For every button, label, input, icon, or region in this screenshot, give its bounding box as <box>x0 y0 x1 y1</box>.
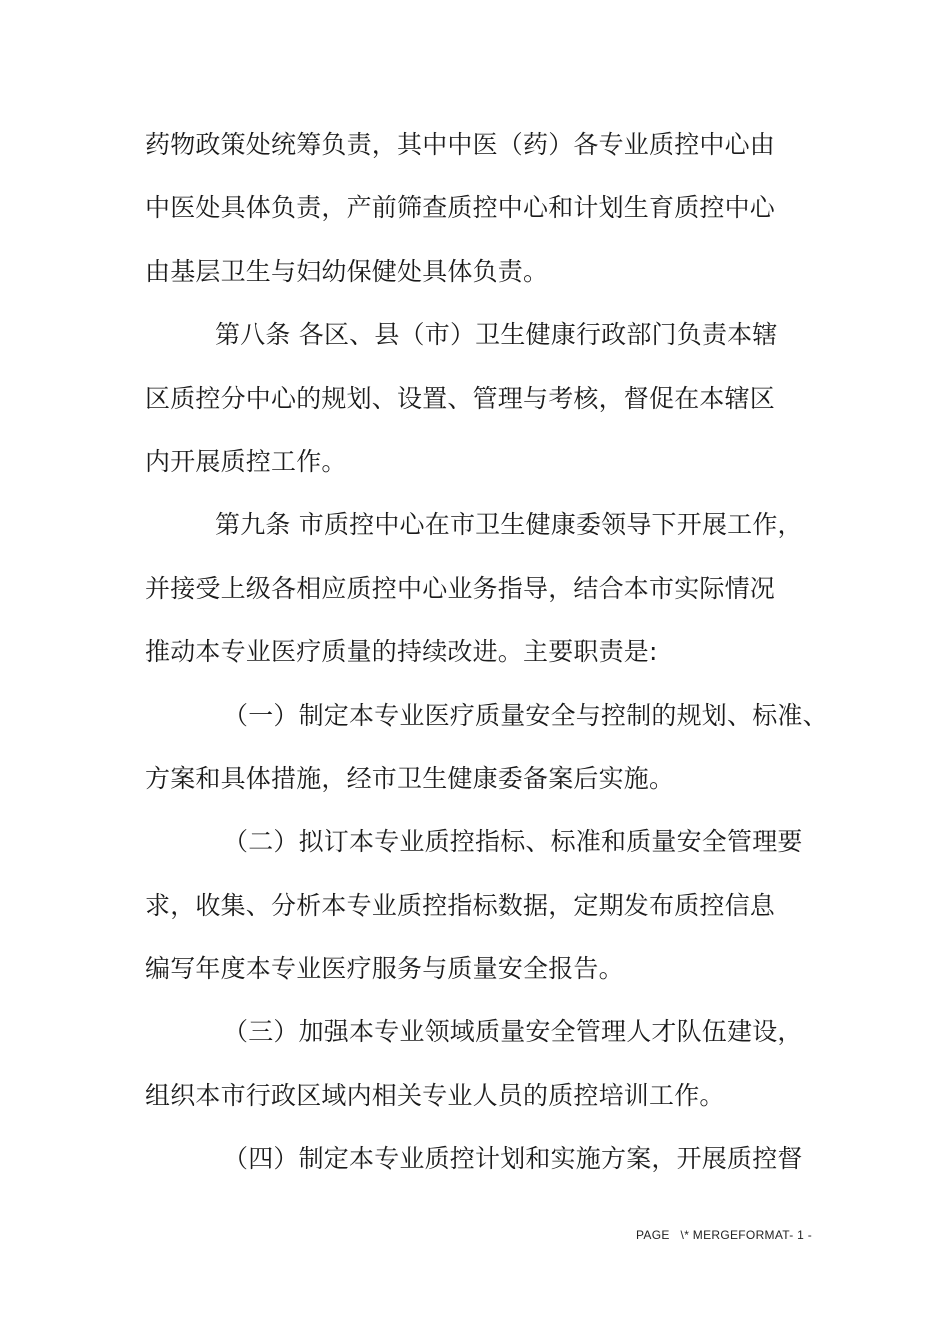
article-9-heading-line: 第九条 市质控中心在市卫生健康委领导下开展工作， <box>215 510 803 540</box>
item-3-line: （三）加强本专业领域质量安全管理人才队伍建设， <box>223 1017 803 1047</box>
article-8-heading-line: 第八条 各区、县（市）卫生健康行政部门负责本辖 <box>215 320 778 350</box>
text-line: 药物政策处统筹负责，其中中医（药）各专业质控中心由 <box>145 130 776 159</box>
text-line: 编写年度本专业医疗服务与质量安全报告。 <box>145 954 624 984</box>
text-line: 推动本专业医疗质量的持续改进。主要职责是: <box>145 637 658 667</box>
item-2-line: （二）拟订本专业质控指标、标准和质量安全管理要 <box>223 827 803 857</box>
text-line: 并接受上级各相应质控中心业务指导，结合本市实际情况 <box>145 573 776 603</box>
text-line: 方案和具体措施，经市卫生健康委备案后实施。 <box>145 763 675 793</box>
text-line: 组织本市行政区域内相关专业人员的质控培训工作。 <box>145 1080 725 1110</box>
item-4-line: （四）制定本专业质控计划和实施方案，开展质控督 <box>223 1144 803 1174</box>
item-1-line: （一）制定本专业医疗质量安全与控制的规划、标准、 <box>223 700 828 730</box>
text-line: 区质控分中心的规划、设置、管理与考核，督促在本辖区 <box>145 383 776 413</box>
text-line: 内开展质控工作。 <box>145 446 347 476</box>
text-line: 由基层卫生与妇幼保健处具体负责。 <box>145 256 549 286</box>
text-line: 中医处具体负责，产前筛查质控中心和计划生育质控中心 <box>145 193 776 223</box>
body-text <box>145 113 845 1191</box>
page-number-footer: PAGE \* MERGEFORMAT- 1 - <box>636 1228 813 1242</box>
text-line: 求，收集、分析本专业质控指标数据，定期发布质控信息 <box>145 890 776 920</box>
